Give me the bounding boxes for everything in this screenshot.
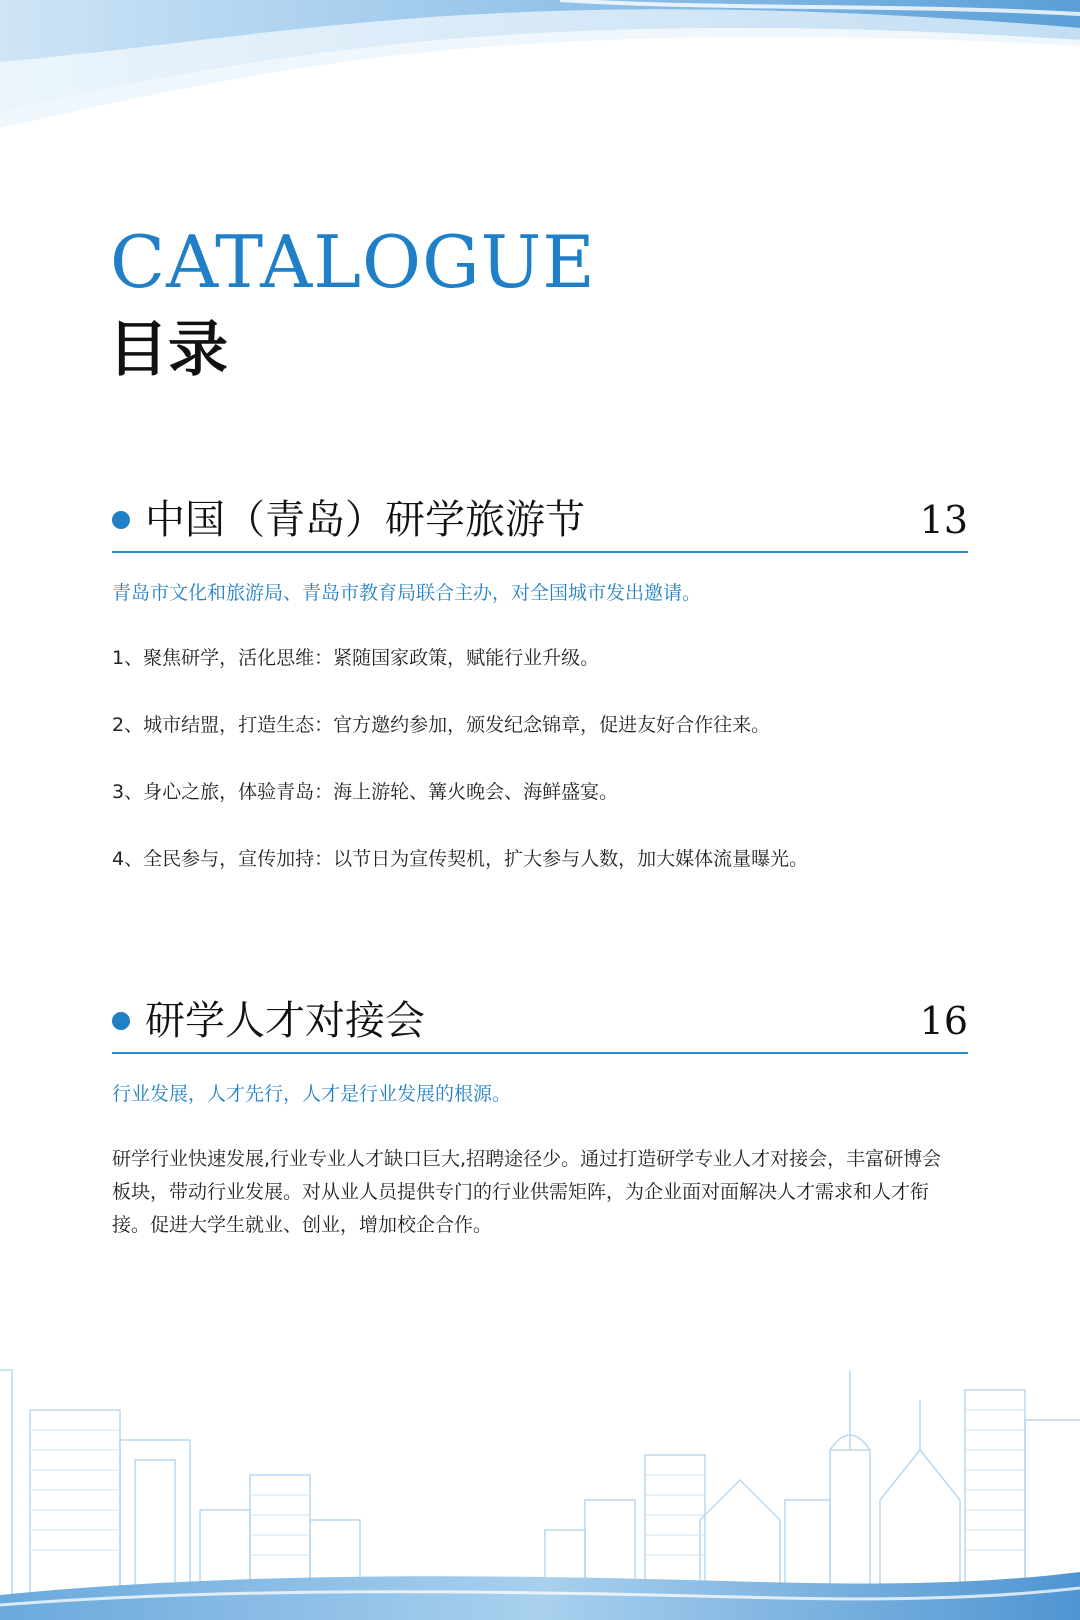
section-title: 研学人才对接会 [145,998,425,1044]
city-skyline-decoration [0,1220,1080,1620]
section-subtitle: 行业发展，人才先行，人才是行业发展的根源。 [112,1083,512,1105]
section-title: 中国（青岛）研学旅游节 [145,497,585,543]
catalogue-title: CATALOGUE [110,220,596,304]
section-research-travel-festival [112,495,968,870]
bullet-dot-icon [112,1012,130,1030]
section-talent-matching [112,996,968,1242]
bullet-dot-icon [112,511,130,529]
list-item: 3、身心之旅，体验青岛：海上游轮、篝火晚会、海鲜盛宴。 [112,781,619,803]
list-item: 4、全民参与，宣传加持：以节日为宣传契机，扩大参与人数，加大媒体流量曝光。 [112,848,809,870]
catalogue-title-cn: 目录 [108,315,228,385]
page-number: 16 [919,999,968,1043]
section-header [112,495,968,553]
section-subtitle: 青岛市文化和旅游局、青岛市教育局联合主办，对全国城市发出邀请。 [112,582,702,604]
page-number: 13 [919,498,968,542]
list-item: 1、聚焦研学，活化思维：紧随国家政策，赋能行业升级。 [112,647,600,669]
section-paragraph: 研学行业快速发展,行业专业人才缺口巨大,招聘途径少。通过打造研学专业人才对接会，丰富研博会板块，带动行业发展。对从业人员提供专门的行业供需矩阵，为企业面对面解决人才需求和人才衔接。促进大学生就业、创业，增加校企合作。 [112,1148,942,1236]
list-item: 2、城市结盟，打造生态：官方邀约参加，颁发纪念锦章，促进友好合作往来。 [112,714,771,736]
section-header [112,996,968,1054]
top-wave-decoration [0,0,1080,130]
